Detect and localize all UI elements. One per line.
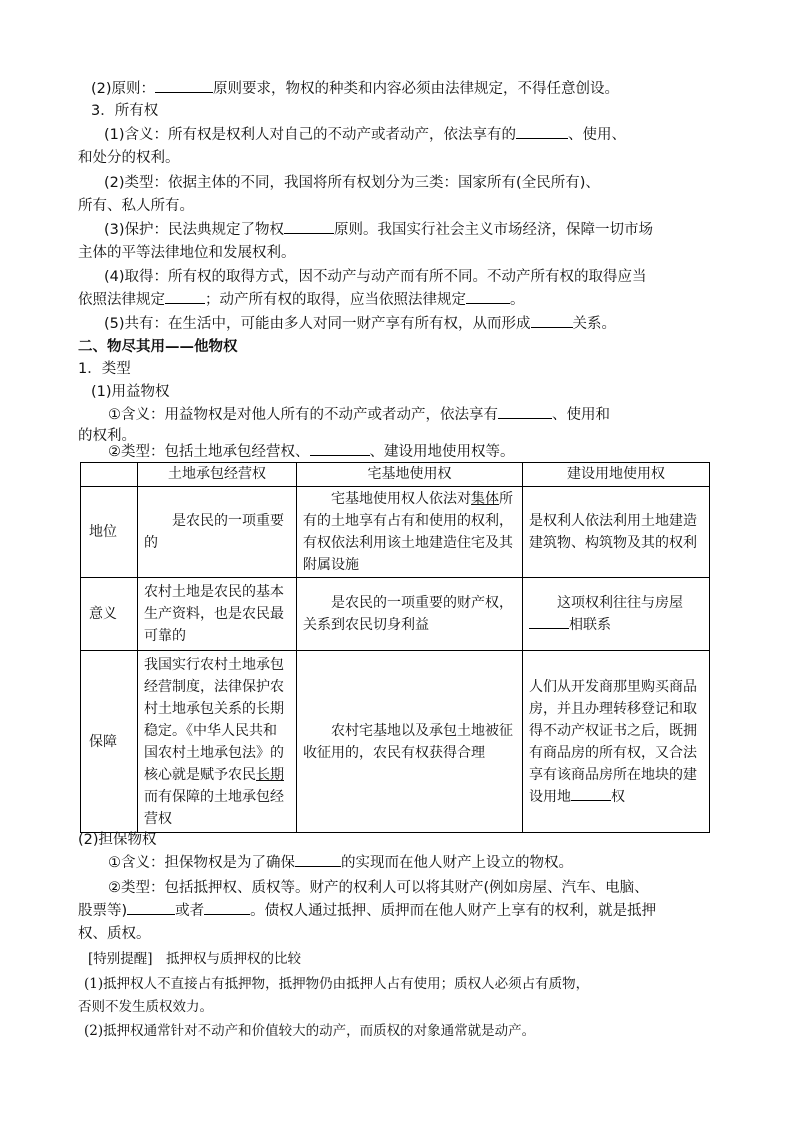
- text: 原则。我国实行社会主义市场经济，保障一切市场: [334, 222, 654, 238]
- table-cell: [523, 578, 710, 651]
- text: ①含义：担保物权是为了确保: [108, 855, 295, 871]
- cell-text: 人们从开发商那里购买商品房，并且办理转移登记和取得不动产权证书之后，既拥有商品房的所有权，又合法享有该商品房所在地块的建设用地: [529, 678, 697, 805]
- fill-blank: [284, 219, 334, 234]
- principle-line: [91, 78, 731, 100]
- fill-blank: [516, 124, 568, 139]
- cell-text-underlined: 集体: [471, 491, 499, 507]
- ownership-meaning-cont: 和处分的权利。: [78, 150, 180, 166]
- table-cell: [138, 651, 297, 833]
- fill-blank: [571, 786, 611, 801]
- text: 关系。: [572, 316, 617, 332]
- table-row: [81, 651, 710, 833]
- table-cell: [138, 487, 297, 578]
- fill-blank: [204, 900, 250, 915]
- table-header-cell: [81, 463, 138, 487]
- security-rights-heading: (2)担保物权: [78, 832, 157, 848]
- text: (1)含义：所有权是权利人对自己的不动产或者动产，依法享有的: [104, 127, 517, 143]
- text: ②类型：包括土地承包经营权、: [108, 444, 310, 460]
- usufruct-heading: (1)用益物权: [91, 384, 170, 400]
- text: 。: [510, 292, 525, 308]
- ownership-types-line: (2)类型：依据主体的不同，我国将所有权划分为三类：国家所有(全民所有)、: [104, 175, 600, 191]
- table-cell: [523, 651, 710, 833]
- text: (5)共有：在生活中，可能由多人对同一财产享有所有权，从而形成: [104, 316, 531, 332]
- text: 依照法律规定: [78, 292, 165, 308]
- fill-blank: [127, 900, 175, 915]
- fill-blank: [310, 441, 370, 456]
- fill-blank: [531, 313, 573, 328]
- text: 的实现而在他人财产上设立的物权。: [341, 855, 573, 871]
- cell-text: 农村宅基地以及承包土地被征收征用的，农民有权获得合理: [303, 722, 513, 761]
- fill-blank: [295, 852, 341, 867]
- row-label: 保障: [81, 651, 138, 833]
- cell-text: 我国实行农村土地承包经营制度，法律保护农村土地承包关系的长期稳定。《中华人民共和国农村土地承包法》的核心就是赋予农民: [144, 656, 284, 783]
- row-label: 地位: [81, 487, 138, 578]
- reminder-line: (2)抵押权通常针对不动产和价值较大的动产，而质权的对象通常就是动产。: [84, 1023, 536, 1039]
- text: 原则要求，物权的种类和内容必须由法律规定，不得任意创设。: [213, 81, 620, 97]
- text: (2)原则：: [91, 81, 156, 97]
- table-row: [81, 578, 710, 651]
- table-cell: [297, 578, 523, 651]
- cell-text-underlined: 长期: [256, 766, 284, 783]
- text: (3)保护：民法典规定了物权: [104, 222, 285, 238]
- security-types-line: ②类型：包括抵押权、质权等。财产的权利人可以将其财产(例如房屋、汽车、电脑、: [108, 880, 649, 896]
- reminder-line: 否则不发生质权效力。: [78, 999, 213, 1015]
- ownership-types-cont: 所有、私人所有。: [78, 198, 194, 214]
- text: ；动产所有权的取得，应当依照法律规定: [205, 292, 466, 308]
- table-header-row: [81, 463, 710, 487]
- text: 、建设用地使用权等。: [369, 444, 515, 460]
- text: 或者: [175, 903, 205, 919]
- text: 股票等): [78, 903, 128, 919]
- cell-text: 相联系: [569, 617, 611, 633]
- text: ①含义：用益物权是对他人所有的不动产或者动产，依法享有: [108, 407, 498, 423]
- table-cell: 是权利人依法利用土地建造建筑物、构筑物及其的权利: [523, 487, 710, 578]
- table-cell: [297, 487, 523, 578]
- fill-blank: [165, 289, 205, 304]
- types-heading: 1．类型: [78, 361, 131, 377]
- usufruct-rights-table: [80, 462, 710, 833]
- table-header-cell: 建设用地使用权: [523, 463, 710, 487]
- table-row: [81, 487, 710, 578]
- cell-text: 权: [611, 788, 625, 805]
- special-reminder-title: [特别提醒] 抵押权与质押权的比较: [88, 951, 302, 967]
- text: 、使用、: [568, 127, 627, 143]
- ownership-acquire-line: (4)取得：所有权的取得方式，因不动产与动产而有所不同。不动产所有权的取得应当: [104, 269, 647, 285]
- ownership-meaning-line: [104, 124, 744, 146]
- fill-blank: [498, 404, 552, 419]
- security-types-cont2: 权、质权。: [78, 926, 151, 942]
- table-cell: 农村土地是农民的基本生产资料，也是农民最可靠的: [138, 578, 297, 651]
- table-cell: [297, 651, 523, 833]
- security-meaning-line: [108, 852, 748, 874]
- cell-text: 是农民的一项重要的: [144, 513, 284, 551]
- ownership-acquire-cont: [78, 289, 718, 311]
- section-heading-other-rights: 二、物尽其用——他物权: [78, 339, 238, 355]
- usufruct-meaning-line: [108, 404, 748, 426]
- reminder-line: (1)抵押权人不直接占有抵押物，抵押物仍由抵押人占有使用；质权人必须占有质物，: [84, 976, 590, 992]
- table-header-cell: 宅基地使用权: [297, 463, 523, 487]
- ownership-joint-line: [104, 313, 744, 335]
- text: 、使用和: [552, 407, 610, 423]
- security-types-cont: [78, 900, 718, 922]
- usufruct-meaning-cont: 的权利。: [78, 428, 136, 444]
- ownership-protect-cont: 主体的平等法律地位和发展权利。: [78, 245, 296, 261]
- fill-blank: [529, 614, 569, 629]
- cell-text: 这项权利往往与房屋: [557, 595, 683, 611]
- fill-blank: [155, 78, 213, 93]
- usufruct-types-line: [108, 441, 748, 463]
- ownership-protect-line: [104, 219, 744, 241]
- table-header-cell: 土地承包经营权: [138, 463, 297, 487]
- fill-blank: [466, 289, 510, 304]
- section-heading-ownership: 3．所有权: [91, 103, 159, 119]
- cell-text: 所有的土地享有占有和使用的权利，有权依法利用该土地建造住宅及其附属设施: [303, 491, 513, 573]
- cell-text: 是农民的一项重要的财产权，关系到农民切身利益: [303, 595, 513, 633]
- cell-text: 宅基地使用权人依法对: [331, 491, 471, 507]
- cell-text: 而有保障的土地承包经营权: [144, 788, 284, 827]
- text: 。债权人通过抵押、质押而在他人财产上享有的权利，就是抵押: [250, 903, 657, 919]
- row-label: 意义: [81, 578, 138, 651]
